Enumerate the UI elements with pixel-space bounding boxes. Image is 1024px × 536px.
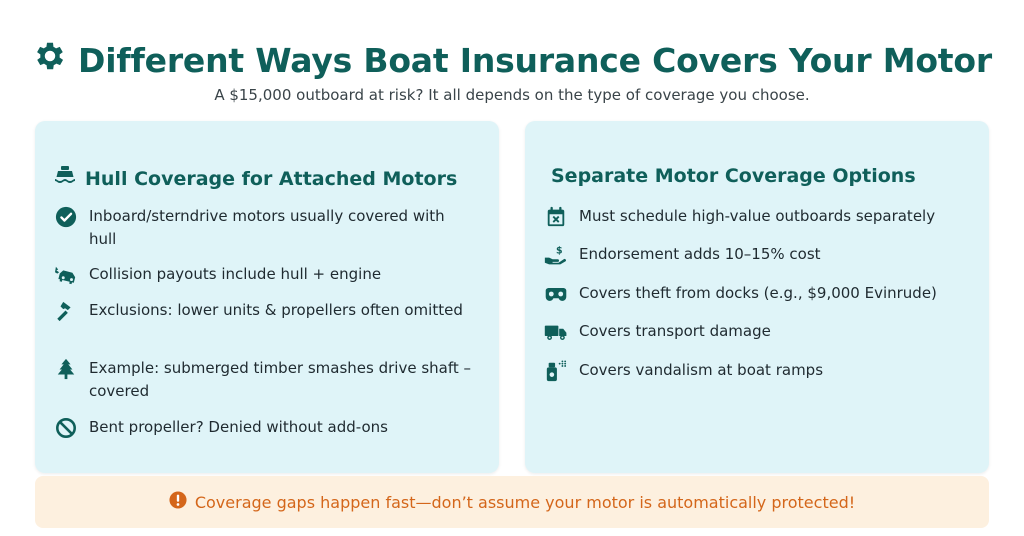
gear-icon: [32, 38, 68, 82]
check-circle-icon: [53, 205, 79, 229]
hull-coverage-heading: Hull Coverage for Attached Motors: [53, 165, 457, 192]
hammer-icon: [53, 299, 79, 323]
list-item: Must schedule high-value outboards separately: [543, 205, 973, 229]
list-item: $ Endorsement adds 10–15% cost: [543, 243, 973, 267]
page-subtitle: A $15,000 outboard at risk? It all depends on the type of coverage you choose.: [214, 86, 810, 104]
warning-banner-text: Coverage gaps happen fast—don’t assume your motor is automatically protected!: [194, 492, 856, 512]
mask-icon: [543, 282, 569, 306]
calendar-x-icon: [543, 205, 569, 229]
list-item: Covers transport damage: [543, 320, 973, 344]
hull-coverage-panel: [35, 121, 499, 473]
exclamation-circle-icon: [169, 491, 187, 513]
page-title-text: Different Ways Boat Insurance Covers Your Motor: [78, 40, 992, 80]
spray-can-icon: [543, 359, 569, 383]
truck-icon: [543, 320, 569, 344]
separate-motor-heading: Separate Motor Coverage Options: [551, 165, 916, 187]
tree-icon: [53, 357, 79, 381]
separate-motor-panel: [525, 121, 989, 473]
list-item: Example: submerged timber smashes drive shaft – covered: [53, 357, 473, 403]
page-title: [0, 38, 1024, 82]
hand-dollar-icon: [543, 243, 569, 267]
list-item: Exclusions: lower units & propellers often omitted: [53, 299, 473, 323]
list-item: Covers vandalism at boat ramps: [543, 359, 973, 383]
svg-text:$: $: [556, 245, 563, 257]
list-item: Covers theft from docks (e.g., $9,000 Evinrude): [543, 282, 973, 306]
car-crash-icon: [53, 263, 79, 287]
ban-icon: [53, 416, 79, 440]
ship-icon: [53, 165, 77, 192]
list-item: Bent propeller? Denied without add-ons: [53, 416, 473, 440]
list-item: Inboard/sterndrive motors usually covered with hull: [53, 205, 473, 251]
list-item: Collision payouts include hull + engine: [53, 263, 473, 287]
warning-banner: [35, 476, 989, 528]
